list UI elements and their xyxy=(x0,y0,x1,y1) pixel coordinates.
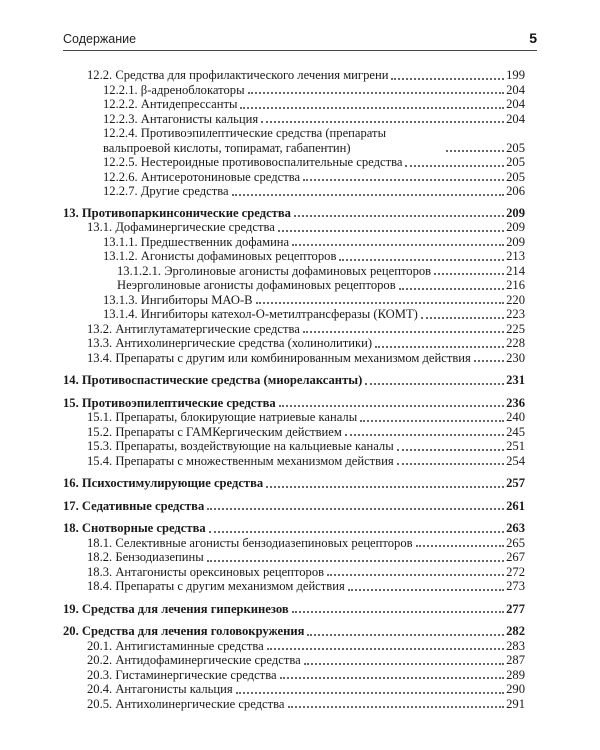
toc-entry xyxy=(63,454,525,469)
toc-leader-dots xyxy=(416,545,505,547)
toc-entry-label: 17. Седативные средства xyxy=(63,498,205,513)
toc-entry-page: 204 xyxy=(506,111,525,126)
toc-leader-dots xyxy=(434,273,504,275)
toc-entry xyxy=(63,697,525,712)
toc-entry xyxy=(63,235,525,250)
toc-entry-page: 209 xyxy=(506,234,525,249)
toc-entry-label: 18.3. Антагонисты орексиновых рецепторов xyxy=(87,564,325,579)
toc-entry-page: 204 xyxy=(506,97,525,111)
toc-entry-page: 257 xyxy=(506,476,525,490)
toc-entry-label: 14. Противоспастические средства (миорелаксанты) xyxy=(63,373,363,387)
toc-entry-label: 12.2.4. Противоэпилептические средства (препараты вальпроевой кислоты, топирамат, габапентин) xyxy=(103,126,387,155)
toc-entry-page: 273 xyxy=(506,579,525,593)
toc-chapter xyxy=(63,206,525,221)
toc-entry-label: 15.3. Препараты, воздействующие на кальциевые каналы xyxy=(87,439,394,453)
toc-entry-label: 19. Средства для лечения гиперкинезов xyxy=(63,601,289,616)
toc-leader-dots xyxy=(207,560,504,562)
toc-leader-dots xyxy=(327,574,504,576)
toc-entry xyxy=(63,439,525,454)
toc-entry xyxy=(63,639,525,654)
toc-entry-label: 18.2. Бензодиазепины xyxy=(87,550,204,564)
toc-entry-label: 12.2. Средства для профилактического лечения мигрени xyxy=(87,68,389,82)
toc-entry xyxy=(63,220,525,235)
toc-entry xyxy=(63,155,525,170)
toc-entry-page: 205 xyxy=(506,169,525,184)
toc-entry-page: 206 xyxy=(506,184,525,198)
toc-entry-page: 283 xyxy=(506,638,525,653)
toc-chapter xyxy=(63,521,525,536)
toc-entry-page: 290 xyxy=(506,682,525,696)
toc-entry-label: 18.4. Препараты с другим механизмом действия xyxy=(87,579,345,593)
toc-entry-label: 15. Противоэпилептические средства xyxy=(63,395,276,410)
toc-leader-dots xyxy=(292,611,504,613)
toc-leader-dots xyxy=(345,434,504,436)
toc-entry xyxy=(63,682,525,697)
toc-entry-label: 12.2.1. β-адреноблокаторы xyxy=(103,82,245,97)
toc-entry-page: 287 xyxy=(506,653,525,667)
toc-entry-page: 291 xyxy=(506,696,525,711)
toc-entry-page: 245 xyxy=(506,424,525,439)
toc-chapter xyxy=(63,396,525,411)
toc-entry-page: 205 xyxy=(506,140,525,155)
toc-entry xyxy=(63,249,525,264)
toc-chapter xyxy=(63,373,525,388)
toc-leader-dots xyxy=(279,405,504,407)
toc-entry-label: 20.1. Антигистаминные средства xyxy=(87,638,264,653)
toc-leader-dots xyxy=(391,78,504,80)
header-title: Содержание xyxy=(63,32,137,46)
toc-entry xyxy=(63,565,525,580)
toc-entry-label: 15.4. Препараты с множественным механизмом действия xyxy=(87,453,394,468)
toc-entry-label: 20.4. Антагонисты кальция xyxy=(87,682,233,696)
toc-entry xyxy=(63,322,525,337)
toc-entry xyxy=(63,184,525,199)
toc-entry-label: 18.1. Селективные агонисты бензодиазепиновых рецепторов xyxy=(87,535,413,550)
toc-entry-page: 220 xyxy=(506,292,525,307)
toc-leader-dots xyxy=(397,463,504,465)
toc-entry-page: 216 xyxy=(506,278,525,292)
toc-entry-page: 265 xyxy=(506,535,525,550)
toc-leader-dots xyxy=(303,331,504,333)
toc-leader-dots xyxy=(348,589,504,591)
toc-entry xyxy=(63,425,525,440)
toc-entry-label: 13.1.4. Ингибиторы катехол-О-метилтрансферазы (КОМТ) xyxy=(103,307,418,321)
toc-entry-label: 13.2. Антиглутаматергические средства xyxy=(87,321,300,336)
toc-entry xyxy=(63,307,525,322)
toc-leader-dots xyxy=(261,121,504,123)
toc-entry-page: 214 xyxy=(506,263,525,278)
toc-entry xyxy=(63,351,525,366)
toc-entry-page: 272 xyxy=(506,564,525,579)
toc-entry-page: 231 xyxy=(506,373,525,387)
toc-leader-dots xyxy=(207,508,504,510)
toc-leader-dots xyxy=(266,486,504,488)
toc-entry-label: 13.1.2. Агонисты дофаминовых рецепторов xyxy=(103,249,337,263)
toc-entry-label: 18. Снотворные средства xyxy=(63,521,206,535)
toc-entry-page: 225 xyxy=(506,321,525,336)
toc-entry-page: 228 xyxy=(506,336,525,350)
toc-entry-label: 12.2.5. Нестероидные противовоспалительные средства xyxy=(103,155,403,169)
toc-entry-page: 267 xyxy=(506,550,525,564)
toc-entry-page: 230 xyxy=(506,350,525,365)
toc-leader-dots xyxy=(304,663,504,665)
toc-entry-page: 213 xyxy=(506,249,525,263)
toc-entry-page: 251 xyxy=(506,439,525,453)
toc-entry xyxy=(63,264,525,279)
toc-leader-dots xyxy=(294,215,504,217)
toc-entry xyxy=(63,536,525,551)
toc-leader-dots xyxy=(240,107,504,109)
toc-leader-dots xyxy=(236,692,504,694)
toc-leader-dots xyxy=(256,302,505,304)
toc-leader-dots xyxy=(307,634,504,636)
toc-leader-dots xyxy=(446,150,504,152)
toc-entry-page: 204 xyxy=(506,82,525,97)
toc-leader-dots xyxy=(399,288,504,290)
toc-entry-label: 15.2. Препараты с ГАМКергическим действием xyxy=(87,424,342,439)
toc-chapter xyxy=(63,602,525,617)
toc-entry-label: 12.2.6. Антисеротониновые средства xyxy=(103,169,301,184)
toc-entry xyxy=(63,97,525,112)
toc-entry xyxy=(63,170,525,185)
toc-leader-dots xyxy=(474,360,504,362)
toc-entry-page: 223 xyxy=(506,307,525,321)
toc-leader-dots xyxy=(292,244,504,246)
toc-entry xyxy=(63,550,525,565)
toc-entry-label: 13.4. Препараты с другим или комбинированным механизмом действия xyxy=(87,350,471,365)
running-header xyxy=(63,30,537,51)
page-number: 5 xyxy=(529,30,537,46)
toc-leader-dots xyxy=(280,677,505,679)
toc-leader-dots xyxy=(303,179,504,181)
toc-entry-label: 20.3. Гистаминергические средства xyxy=(87,667,277,682)
toc-entry-page: 236 xyxy=(506,395,525,410)
toc-entry xyxy=(63,668,525,683)
toc-entry-label: 20.2. Антидофаминергические средства xyxy=(87,653,301,667)
toc-entry xyxy=(63,68,525,83)
toc-entry xyxy=(63,293,525,308)
toc-entry-label: 16. Психостимулирующие средства xyxy=(63,476,264,490)
toc-entry-page: 254 xyxy=(506,453,525,468)
toc-leader-dots xyxy=(421,317,504,319)
toc-entry-label: 12.2.3. Антагонисты кальция xyxy=(103,111,259,126)
toc-entry-page: 289 xyxy=(506,667,525,682)
toc-entry-label: 13.1. Дофаминергические средства xyxy=(87,220,275,234)
toc-entry-page: 261 xyxy=(506,498,525,513)
toc-entry-label: Неэрголиновые агонисты дофаминовых рецепторов xyxy=(117,278,396,292)
toc-entry xyxy=(63,336,525,351)
toc-entry-page: 277 xyxy=(506,601,525,616)
toc-leader-dots xyxy=(209,531,504,533)
toc-entry xyxy=(63,83,525,98)
toc-leader-dots xyxy=(360,420,504,422)
toc-entry-label: 12.2.7. Другие средства xyxy=(103,184,229,198)
toc-entry-page: 199 xyxy=(506,68,525,82)
toc-entry-page: 282 xyxy=(506,624,525,638)
toc-leader-dots xyxy=(288,706,505,708)
toc-entry-page: 209 xyxy=(506,205,525,220)
toc-leader-dots xyxy=(397,449,504,451)
toc-leader-dots xyxy=(267,648,504,650)
toc-leader-dots xyxy=(232,194,504,196)
toc-entry xyxy=(63,278,525,293)
toc-leader-dots xyxy=(405,165,504,167)
toc-entry xyxy=(63,126,525,155)
toc-chapter xyxy=(63,476,525,491)
toc-entry-page: 240 xyxy=(506,410,525,424)
toc-entry-page: 263 xyxy=(506,521,525,535)
toc-entry xyxy=(63,112,525,127)
toc-entry-label: 20.5. Антихолинергические средства xyxy=(87,696,285,711)
table-of-contents xyxy=(63,68,525,711)
toc-entry xyxy=(63,579,525,594)
toc-chapter xyxy=(63,624,525,639)
toc-entry-page: 209 xyxy=(506,220,525,234)
toc-entry-page: 205 xyxy=(506,155,525,169)
toc-leader-dots xyxy=(248,92,505,94)
toc-entry-label: 13.1.1. Предшественник дофамина xyxy=(103,234,290,249)
toc-leader-dots xyxy=(339,259,504,261)
toc-entry-label: 13.1.3. Ингибиторы МАО-В xyxy=(103,292,253,307)
toc-leader-dots xyxy=(278,230,504,232)
toc-entry-label: 20. Средства для лечения головокружения xyxy=(63,624,305,638)
toc-entry-label: 13.3. Антихолинергические средства (холинолитики) xyxy=(87,336,373,350)
toc-chapter xyxy=(63,499,525,514)
toc-entry-label: 13. Противопаркинсонические средства xyxy=(63,205,291,220)
toc-entry-label: 12.2.2. Антидепрессанты xyxy=(103,97,238,111)
toc-entry xyxy=(63,653,525,668)
toc-entry-label: 13.1.2.1. Эрголиновые агонисты дофаминовых рецепторов xyxy=(117,263,432,278)
toc-leader-dots xyxy=(375,346,504,348)
toc-entry xyxy=(63,410,525,425)
toc-leader-dots xyxy=(365,383,504,385)
toc-entry-label: 15.1. Препараты, блокирующие натриевые каналы xyxy=(87,410,358,424)
